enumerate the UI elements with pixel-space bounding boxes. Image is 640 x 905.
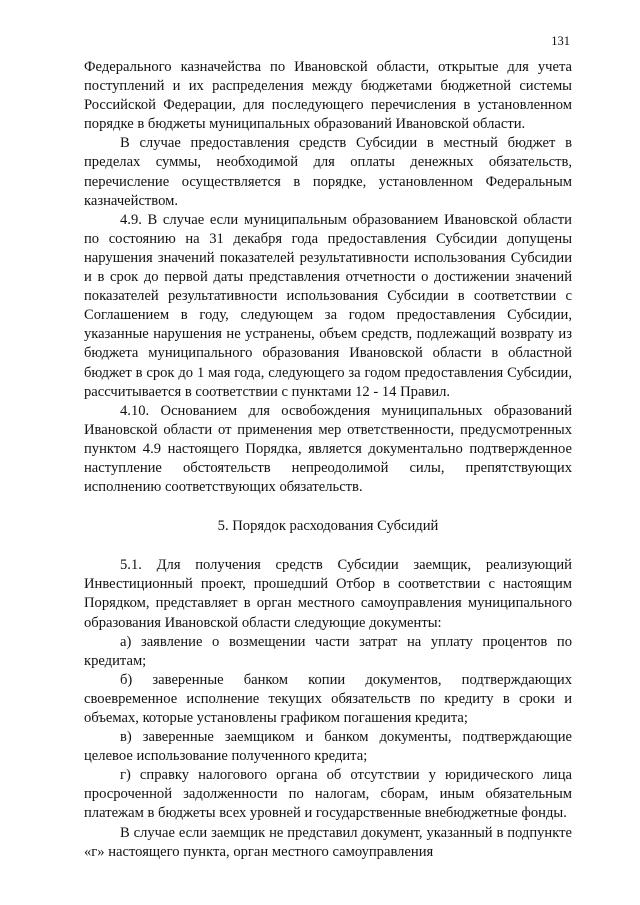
page-number: 131 — [551, 34, 570, 48]
paragraph: а) заявление о возмещении части затрат на уплату процентов по кредитам; — [84, 633, 572, 669]
paragraph: В случае если заемщик не представил документ, указанный в подпункте «г» настоящего пункта, орган местного самоуправления — [84, 824, 572, 860]
paragraph: г) справку налогового органа об отсутствии у юридического лица просроченной задолженности по налогам, сборам, иным обязательным платежам в бюджеты всех уровней и государственные внебюджетные фонды. — [84, 767, 572, 822]
paragraph: 4.10. Основанием для освобождения муниципальных образований Ивановской области от применения мер ответственности, предусмотренных пунктом 4.9 настоящего Порядка, является документально подтвержденное наступление обстоятельств непреодолимой силы, препятствующих исполнению соответствующих обязательств. — [84, 402, 572, 496]
document-body — [84, 58, 572, 862]
paragraph: В случае предоставления средств Субсидии в местный бюджет в пределах суммы, необходимой для оплаты денежных обязательств, перечисление осуществляется в порядке, установленном Федеральным казначейством. — [84, 135, 572, 209]
paragraph: 4.9. В случае если муниципальным образованием Ивановской области по состоянию на 31 декабря года предоставления Субсидии допущены нарушения значений показателей результативности использования Субсидии и в срок до первой даты представления отчетности о достижении значений показателей результативности использования Субсидии в соответствии с Соглашением в году, следующем за годом предоставления Субсидии, указанные нарушения не устранены, объем средств, подлежащий возврату из бюджета муниципального образования Ивановской области в областной бюджет в срок до 1 мая года, следующего за годом предоставления Субсидии, рассчитывается в соответствии с пунктами 12 - 14 Правил. — [84, 211, 572, 400]
paragraph: в) заверенные заемщиком и банком документы, подтверждающие целевое использование полученного кредита; — [84, 729, 572, 765]
paragraph: 5.1. Для получения средств Субсидии заемщик, реализующий Инвестиционный проект, прошедший Отбор в соответствии с настоящим Порядком, представляет в орган местного самоуправления муниципального образования Ивановской области следующие документы: — [84, 557, 572, 631]
section-heading: 5. Порядок расходования Субсидий — [217, 518, 439, 535]
paragraph: Федерального казначейства по Ивановской области, открытые для учета поступлений и их распределения между бюджетами бюджетной системы Российской Федерации, для последующего перечисления в установленном порядке в бюджеты муниципальных образований Ивановской области. — [84, 59, 572, 133]
paragraph: б) заверенные банком копии документов, подтверждающих своевременное исполнение текущих обязательств по кредиту в сроки и объемах, которые установлены графиком погашения кредита; — [84, 671, 572, 726]
